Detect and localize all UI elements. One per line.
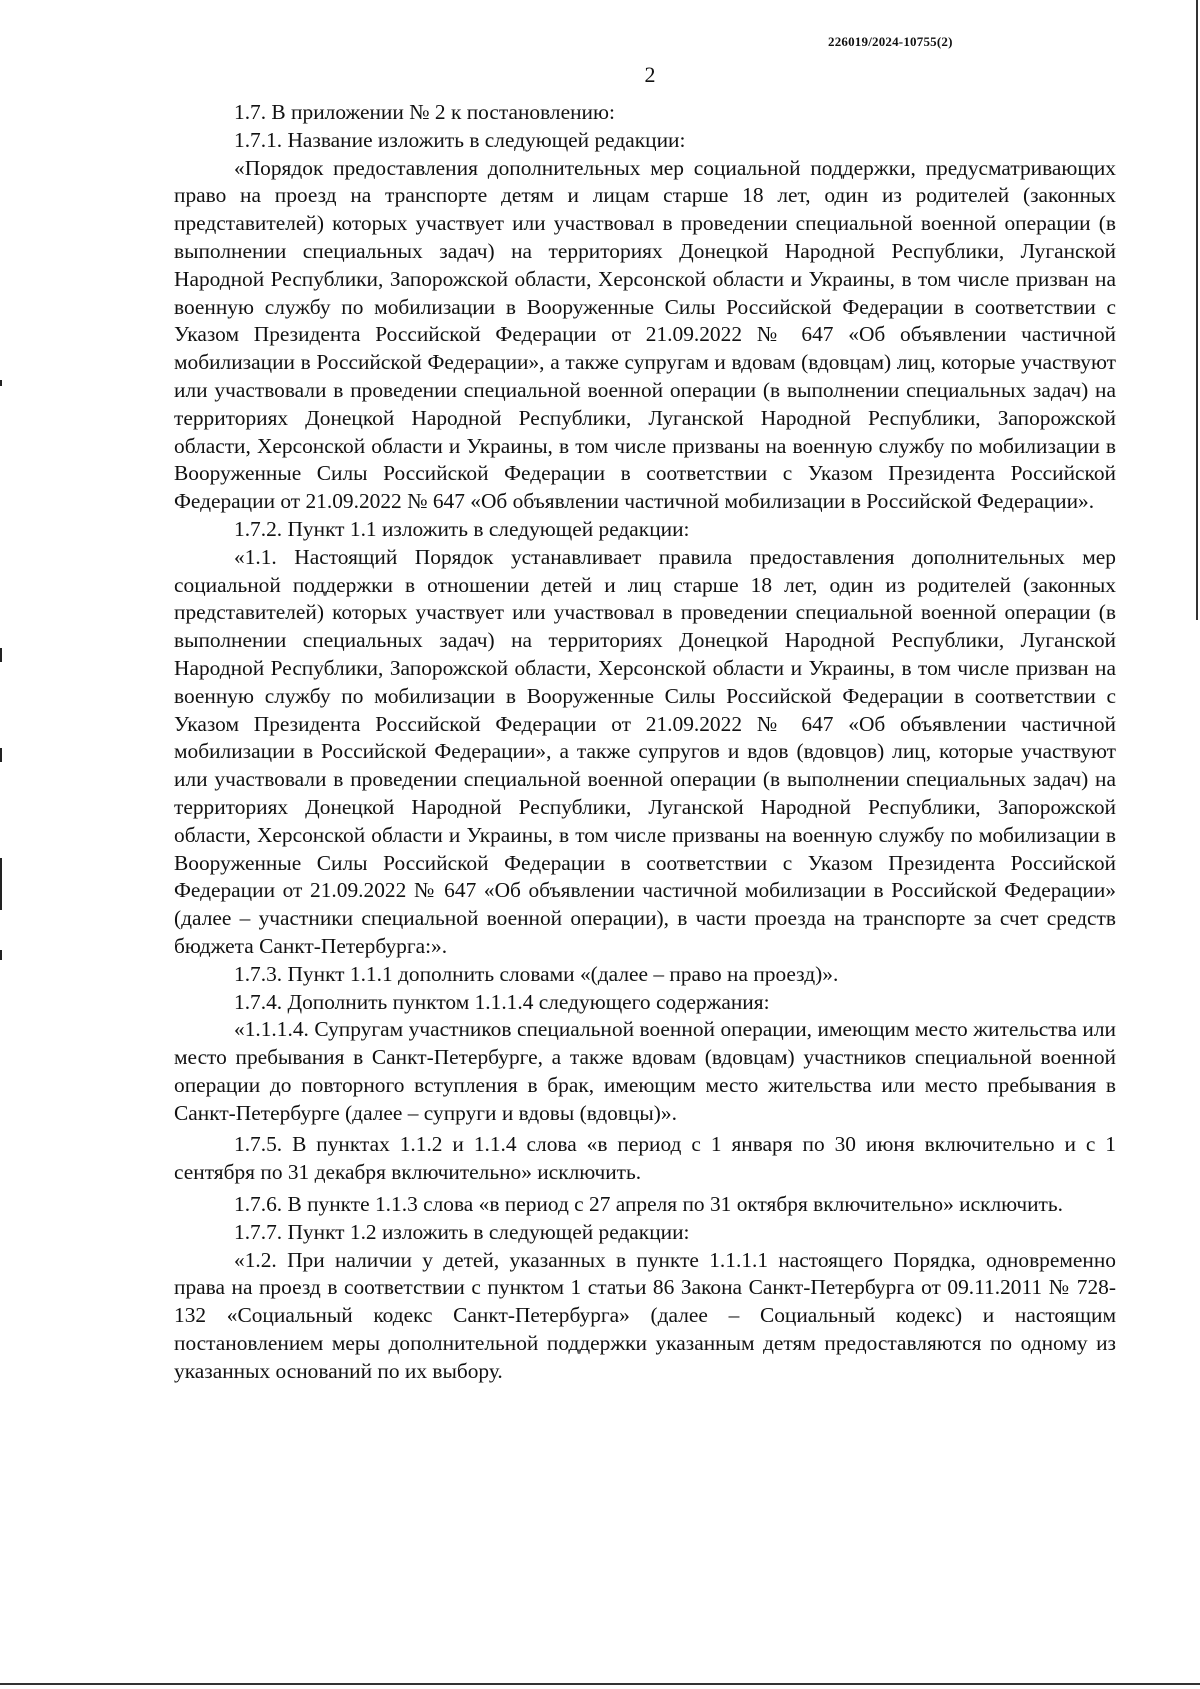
quoted-paragraph-1-1: «1.1. Настоящий Порядок устанавливает правила предоставления дополнительных мер социальной поддержки в отношении детей и лиц старше 18 лет, один из родителей (законных представителей) которых участвует или участвовал в проведении специальной военной операции (в выполнении специальных задач) на территориях Донецкой Народной Республики, Луганской Народной Республики, Запорожской области, Херсонской области и Украины, в том числе призван на военную службу по мобилизации в Вооруженные Силы Российской Федерации в соответствии с Указом Президента Российской Федерации от 21.09.2022 № 647 «Об объявлении частичной мобилизации в Российской Федерации», а также супругов и вдов (вдовцов) лиц, которые участвуют или участвовали в проведении специальной военной операции (в выполнении специальных задач) на территориях Донецкой Народной Республики, Луганской Народной Республики, Запорожской области, Херсонской области и Украины, в том числе призваны на военную службу по мобилизации в Вооруженные Силы Российской Федерации в соответствии с Указом Президента Российской Федерации от 21.09.2022 № 647 «Об объявлении частичной мобилизации в Российской Федерации» (далее – участники специальной военной операции), в части проезда на транспорте за счет средств бюджета Санкт-Петербурга:».	[174, 544, 1116, 958]
scan-edge-mark	[0, 648, 2, 662]
document-body	[174, 99, 1116, 1386]
document-number: 226019/2024-10755(2)	[828, 34, 953, 49]
quoted-paragraph-1-2: «1.2. При наличии у детей, указанных в пункте 1.1.1.1 настоящего Порядка, одновременно права на проезд в соответствии с пунктом 1 статьи 86 Закона Санкт-Петербурга от 09.11.2011 № 728-132 «Социальный кодекс Санкт-Петербурга» (далее – Социальный кодекс) и настоящим постановлением меры дополнительной поддержки указанным детям предоставляются по одному из указанных оснований по их выбору.	[174, 1247, 1116, 1383]
scan-edge-mark	[0, 950, 2, 960]
page-number: 2	[644, 62, 656, 87]
paragraph-1-7-5: 1.7.5. В пунктах 1.1.2 и 1.1.4 слова «в период с 1 января по 30 июня включительно и с 1 сентября по 31 декабря включительно» исключить.	[174, 1132, 1116, 1185]
quoted-paragraph-1-1-1-4: «1.1.1.4. Супругам участников специальной военной операции, имеющим место жительства или место пребывания в Санкт-Петербурге, а также вдовам (вдовцам) участников специальной военной операции до повторного вступления в брак, имеющим место жительства или место пребывания в Санкт-Петербурге (далее – супруги и вдовы (вдовцы)».	[174, 1017, 1116, 1125]
scan-edge-mark	[0, 748, 2, 762]
scan-right-edge	[1196, 0, 1198, 620]
scan-bottom-edge	[0, 1683, 1200, 1685]
scan-edge-mark	[0, 858, 2, 910]
paragraph-1-7-3: 1.7.3. Пункт 1.1.1 дополнить словами «(далее – право на проезд)».	[234, 961, 839, 986]
paragraph-1-7-7: 1.7.7. Пункт 1.2 изложить в следующей редакции:	[234, 1219, 690, 1244]
paragraph-1-7-4: 1.7.4. Дополнить пунктом 1.1.1.4 следующего содержания:	[234, 989, 770, 1014]
scan-edge-mark	[0, 380, 2, 386]
paragraph-1-7-2: 1.7.2. Пункт 1.1 изложить в следующей редакции:	[234, 516, 690, 541]
paragraph-1-7-6: 1.7.6. В пункте 1.1.3 слова «в период с 27 апреля по 31 октября включительно» исключить.	[234, 1192, 1063, 1217]
quoted-title: «Порядок предоставления дополнительных мер социальной поддержки, предусматривающих право на проезд на транспорте детям и лицам старше 18 лет, один из родителей (законных представителей) которых участвует или участвовал в проведении специальной военной операции (в выполнении специальных задач) на территориях Донецкой Народной Республики, Луганской Народной Республики, Запорожской области, Херсонской области и Украины, в том числе призван на военную службу по мобилизации в Вооруженные Силы Российской Федерации в соответствии с Указом Президента Российской Федерации от 21.09.2022 № 647 «Об объявлении частичной мобилизации в Российской Федерации», а также супругам и вдовам (вдовцам) лиц, которые участвуют или участвовали в проведении специальной военной операции (в выполнении специальных задач) на территориях Донецкой Народной Республики, Луганской Народной Республики, Запорожской области, Херсонской области и Украины, в том числе призваны на военную службу по мобилизации в Вооруженные Силы Российской Федерации в соответствии с Указом Президента Российской Федерации от 21.09.2022 № 647 «Об объявлении частичной мобилизации в Российской Федерации».	[174, 155, 1116, 514]
paragraph-1-7-1: 1.7.1. Название изложить в следующей редакции:	[234, 127, 686, 152]
paragraph-1-7: 1.7. В приложении № 2 к постановлению:	[234, 100, 615, 124]
